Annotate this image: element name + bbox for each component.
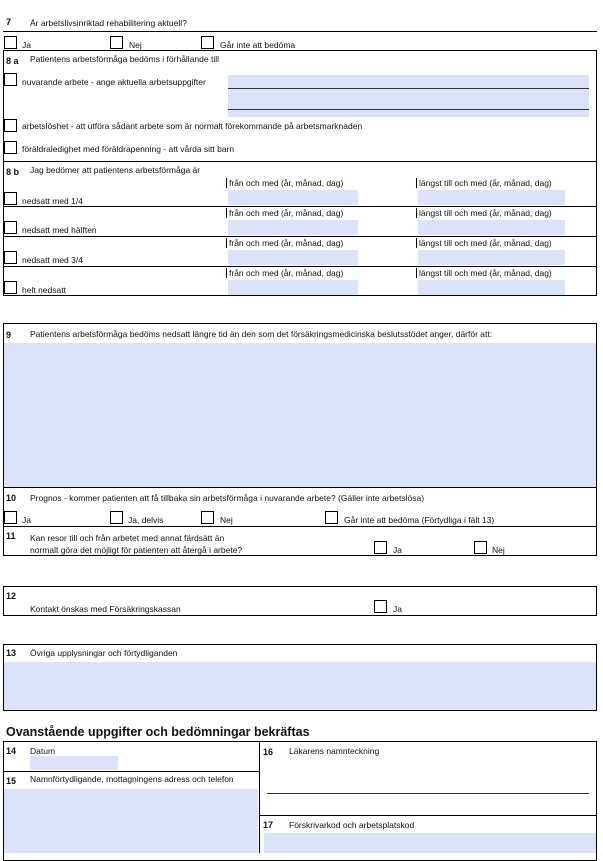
reduction-full-to-field[interactable] [418, 280, 565, 295]
section-15-number: 15 [6, 776, 17, 786]
section-12-title: Kontakt önskas med Försäkringskassan [30, 604, 181, 614]
divider [3, 206, 597, 207]
parental-leave-checkbox[interactable] [4, 141, 17, 154]
prognosis-no-label: Nej [220, 515, 233, 525]
extended-reduction-reason-field[interactable] [4, 343, 596, 487]
reduction-full-to-label: längst till och med (år, månad, dag) [419, 268, 552, 278]
rehab-no-label: Nej [129, 40, 142, 50]
divider [259, 815, 597, 816]
date-field[interactable] [30, 756, 118, 770]
reduction-half-to-label: längst till och med (år, månad, dag) [419, 208, 552, 218]
section-9-title: Patientens arbetsförmåga bedöms nedsatt längre tid än den som det försäkringsmedicinska beslutsstödet anger, därför att: [30, 329, 493, 339]
prognosis-cannot-assess-checkbox[interactable] [325, 511, 338, 524]
reduction-half-from-label: från och med (år, månad, dag) [229, 208, 344, 218]
reduction-three-quarters-checkbox[interactable] [4, 251, 17, 264]
divider [3, 31, 597, 32]
prognosis-yes-checkbox[interactable] [4, 511, 17, 524]
section-12-number: 12 [6, 591, 17, 601]
prognosis-cannot-assess-label: Går inte att bedöma (Förtydliga i fält 13) [344, 515, 495, 525]
reduction-full-label: helt nedsatt [22, 285, 66, 295]
field-marker [416, 268, 417, 278]
reduction-quarter-from-field[interactable] [228, 190, 358, 205]
divider [3, 771, 260, 772]
section-17-number: 17 [263, 820, 274, 830]
reduction-half-checkbox[interactable] [4, 221, 17, 234]
travel-yes-label: Ja [393, 545, 402, 555]
contact-fk-yes-label: Ja [393, 604, 402, 614]
prognosis-no-checkbox[interactable] [201, 511, 214, 524]
section-8a-number: 8 a [6, 56, 19, 66]
reduction-full-from-field[interactable] [228, 280, 358, 295]
section-14-title: Datum [30, 746, 56, 756]
section-8a-title: Patientens arbetsförmåga bedöms i förhållande till [30, 54, 219, 64]
section-10-title: Prognos - kommer patienten att få tillbaka sin arbetsförmåga i nuvarande arbete? (Gäller inte arbetslösa) [30, 493, 425, 503]
section-16-number: 16 [263, 747, 274, 757]
field-marker [226, 208, 227, 218]
field-rule [228, 109, 589, 110]
rehab-yes-checkbox[interactable] [4, 36, 17, 49]
rehab-cannot-assess-label: Går inte att bedöma [220, 40, 296, 50]
reduction-quarter-label: nedsatt med 1/4 [22, 196, 83, 206]
other-information-field[interactable] [4, 662, 596, 710]
section-8b-title: Jag bedömer att patientens arbetsförmåga är [30, 165, 201, 175]
reduction-half-from-field[interactable] [228, 220, 358, 235]
field-marker [416, 238, 417, 248]
section-13-title: Övriga upplysningar och förtydliganden [30, 648, 178, 658]
name-address-phone-field[interactable] [4, 789, 258, 853]
reduction-quarter-to-field[interactable] [418, 190, 565, 205]
current-work-tasks-field[interactable] [228, 75, 589, 117]
field-marker [416, 208, 417, 218]
divider [3, 487, 597, 488]
current-work-label: nuvarande arbete - ange aktuella arbetsuppgifter [22, 77, 206, 87]
reduction-half-to-field[interactable] [418, 220, 565, 235]
reduction-three-quarters-to-field[interactable] [418, 250, 565, 265]
divider [3, 236, 597, 237]
section-14-number: 14 [6, 746, 17, 756]
section-15-title: Namnförtydligande, mottagningens adress och telefon [30, 774, 234, 784]
field-rule [228, 88, 589, 89]
travel-yes-checkbox[interactable] [374, 541, 387, 554]
section-7-question: Är arbetslivsinriktad rehabilitering aktuell? [30, 18, 187, 28]
reduction-three-quarters-from-field[interactable] [228, 250, 358, 265]
rehab-no-checkbox[interactable] [110, 36, 123, 49]
parental-leave-label: föräldraledighet med föräldrapenning - att vårda sitt barn [22, 144, 235, 154]
current-work-checkbox[interactable] [4, 73, 17, 86]
section-7-number: 7 [6, 17, 12, 27]
rehab-yes-label: Ja [22, 40, 31, 50]
section-17-title: Förskrivarkod och arbetsplatskod [289, 820, 415, 830]
section-10-number: 10 [6, 493, 17, 503]
divider [3, 266, 597, 267]
section-9-number: 9 [6, 330, 12, 340]
field-marker [226, 238, 227, 248]
reduction-three-quarters-label: nedsatt med 3/4 [22, 255, 83, 265]
section-11-question-line-2: normalt göra det möjligt för patienten att återgå i arbete? [30, 545, 243, 555]
section-11-question-line-1: Kan resor till och från arbetet med annat färdsätt än [30, 533, 225, 543]
travel-no-checkbox[interactable] [474, 541, 487, 554]
travel-no-label: Nej [492, 545, 505, 555]
contact-fk-yes-checkbox[interactable] [374, 600, 387, 613]
prescriber-workplace-code-field[interactable] [264, 833, 596, 853]
section-11-number: 11 [6, 531, 16, 541]
prognosis-yes-label: Ja [22, 515, 31, 525]
unemployment-checkbox[interactable] [4, 119, 17, 132]
field-marker [226, 178, 227, 188]
column-divider [259, 741, 260, 853]
divider [3, 526, 597, 527]
section-8b-number: 8 b [6, 167, 20, 177]
reduction-quarter-from-label: från och med (år, månad, dag) [229, 178, 344, 188]
unemployment-label: arbetslöshet - att utföra sådant arbete som är normalt förekommande på arbetsmarknaden [22, 121, 363, 131]
section-13-number: 13 [6, 648, 17, 658]
reduction-half-label: nedsatt med hälften [22, 225, 97, 235]
confirmation-heading: Ovanstående uppgifter och bedömningar bekräftas [6, 725, 310, 739]
reduction-three-quarters-from-label: från och med (år, månad, dag) [229, 238, 344, 248]
signature-line[interactable] [267, 793, 589, 794]
prognosis-partly-label: Ja, delvis [128, 515, 164, 525]
section-16-title: Läkarens namnteckning [289, 746, 380, 756]
field-marker [226, 268, 227, 278]
reduction-quarter-to-label: längst till och med (år, månad, dag) [419, 178, 552, 188]
prognosis-partly-checkbox[interactable] [110, 511, 123, 524]
reduction-full-checkbox[interactable] [4, 281, 17, 294]
field-marker [416, 178, 417, 188]
reduction-full-from-label: från och med (år, månad, dag) [229, 268, 344, 278]
reduction-three-quarters-to-label: längst till och med (år, månad, dag) [419, 238, 552, 248]
divider [3, 161, 597, 162]
reduction-quarter-checkbox[interactable] [4, 192, 17, 205]
rehab-cannot-assess-checkbox[interactable] [201, 36, 214, 49]
